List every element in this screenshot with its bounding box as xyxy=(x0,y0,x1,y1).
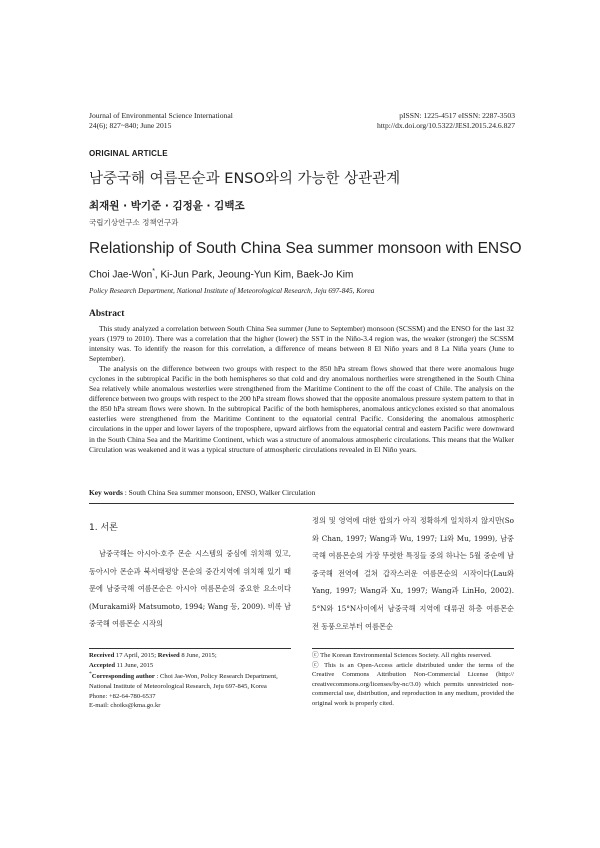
dates-line xyxy=(89,651,291,661)
footnote-left xyxy=(89,651,291,711)
keywords-label: Key words xyxy=(89,488,123,497)
footnote-rule-left xyxy=(89,648,291,649)
accepted-date: 11 June, 2015 xyxy=(115,661,154,669)
license: ⓒ This is an Open-Access article distributed under the terms of the Creative Commons Attribution Non-Commercial License (http:// creativecommons.org/licenses/by-nc/3.0) which permits unrestricted non-commercial use, distribution, and reproduction in any medium, provided the original work is properly cited. xyxy=(312,661,514,707)
abstract-paragraph-1: This study analyzed a correlation between South China Sea summer (June to September) monsoon (SCSSM) and the ENSO for the last 32 years (1979 to 2010). There was a correlation that the higher (lower) the SST in the Niño-3.4 region was, the weaker (stronger) the SCSSM intensity was. To identify the reason for this correlation, a difference of means between 8 El Niño years and 8 La Niña years (June to September). xyxy=(89,324,514,364)
journal-header-right xyxy=(377,111,515,132)
abstract-heading: Abstract xyxy=(89,309,125,319)
english-title: Relationship of South China Sea summer monsoon with ENSO xyxy=(89,240,522,257)
footnote-right xyxy=(312,651,514,709)
body-column-1 xyxy=(89,545,291,633)
corresponding-text: : Choi Jae-Won, Policy Research Department, National Institute of Meteorological Research, Jeju 697-845, Korea xyxy=(89,673,278,690)
footnote-rule-right xyxy=(312,648,514,649)
corresponding-label: Corresponding author xyxy=(91,673,155,681)
english-authors xyxy=(89,268,353,280)
issn: pISSN: 1225-4517 eISSN: 2287-3503 xyxy=(399,111,515,120)
revised-date: 8 June, 2015; xyxy=(179,652,217,659)
body-column-2 xyxy=(312,512,514,635)
journal-header-left xyxy=(89,111,233,132)
intro-paragraph-2: 정의 및 영역에 대한 합의가 아직 정확하게 일치하지 않지만(So와 Chan, 1997; Wang과 Wu, 1997; Li와 Mu, 1999), 남중국해 여름몬순의 가장 뚜렷한 특징들 중의 하나는 5월 중순에 남중국해 전역에 걸쳐 갑작스러운 여름몬순의 시작이다(Lau와 Yang, 1997; Wang과 Xu, 1997; Wang과 LinHo, 2002). 5°N와 15°N사이에서 남중국해 지역에 대류권 하층 여름몬순 전 동풍으로부터 여름몬순 xyxy=(312,516,514,631)
accepted-label: Accepted xyxy=(89,661,115,669)
keywords-text: South China Sea summer monsoon, ENSO, Walker Circulation xyxy=(128,488,316,497)
divider xyxy=(89,503,514,504)
abstract-body xyxy=(89,324,514,455)
korean-affiliation: 국립기상연구소 정책연구과 xyxy=(89,218,179,227)
journal-name: Journal of Environmental Science International xyxy=(89,111,233,120)
accepted-line xyxy=(89,661,291,671)
keywords-separator: : xyxy=(122,488,129,497)
received-date: 17 April, 2015; xyxy=(114,652,158,659)
intro-paragraph-1: 남중국해는 아시아-호주 몬순 시스템의 중심에 위치해 있고, 동아시아 몬순과 북서태평양 몬순의 중간지역에 위치해 있기 때문에 남중국해 여름몬순은 아시아 여름몬순의 중요한 요소이다(Murakami와 Matsumoto, 1994; Wang 등, 2009). 비록 남중국해 여름몬순 시작의 xyxy=(89,549,291,629)
doi[interactable]: http://dx.doi.org/10.5322/JESI.2015.24.6.827 xyxy=(376,121,515,131)
email[interactable]: E-mail: choiks@kma.go.kr xyxy=(89,702,161,710)
revised-label: Revised xyxy=(157,652,180,659)
corresponding-mark: * xyxy=(152,268,155,275)
english-affiliation: Policy Research Department, National Institute of Meteorological Research, Jeju 697-845, Korea xyxy=(89,286,375,295)
keywords xyxy=(89,488,315,497)
copyright: ⓒ The Korean Environmental Sciences Society. All rights reserved. xyxy=(312,652,492,659)
corresponding-line: *Corresponding author : Choi Jae-Won, Policy Research Department, National Institute of Meteorological Research, Jeju 697-845, Korea xyxy=(89,671,278,690)
abstract-paragraph-2: The analysis on the difference between two groups with respect to the 850 hPa stream flows showed that there were anomalous huge cyclones in the subtropical Pacific in the both hemispheres so that cold and dry anomalous northerlies were strengthened in the South China Sea relatively while anomalous westerlies were strengthened from the Maritime Continent to the off the coast of Chile. The analysis on the difference between two groups with respect to the 200 hPa stream flows showed that the opposite anomalous pressure system pattern to that in the 850 hPa stream flows were shown. In the subtropical Pacific of the both hemispheres, anomalous anticyclones existed so that anomalous easterlies were strengthened from the Maritime Continent to the equatorial central Pacific. Considering the anomalous atmospheric circulations in the upper and lower layers of the troposphere, upward airflows from the equatorial central and eastern Pacific were downward in the South China Sea and the Maritime Continent, which was a structure of anomalous atmospheric circulations. This means that the Walker Circulation was weakened and it was a typical structure of atmospheric circulations revealed in El Niño years. xyxy=(89,364,514,454)
section-heading: 1. 서론 xyxy=(89,523,118,533)
first-author: Choi Jae-Won xyxy=(89,269,153,281)
phone: Phone: +82-64-780-6537 xyxy=(89,692,156,700)
journal-volume: 24(6); 827~840; June 2015 xyxy=(89,121,172,131)
article-type: ORIGINAL ARTICLE xyxy=(89,149,168,158)
co-authors: , Ki-Jun Park, Jeoung-Yun Kim, Baek-Jo Kim xyxy=(154,269,354,281)
received-label: Received xyxy=(89,652,115,659)
korean-authors: 최재원 · 박기준 · 김정윤 · 김백조 xyxy=(89,200,245,212)
korean-title: 남중국해 여름몬순과 ENSO와의 가능한 상관관계 xyxy=(89,171,401,187)
